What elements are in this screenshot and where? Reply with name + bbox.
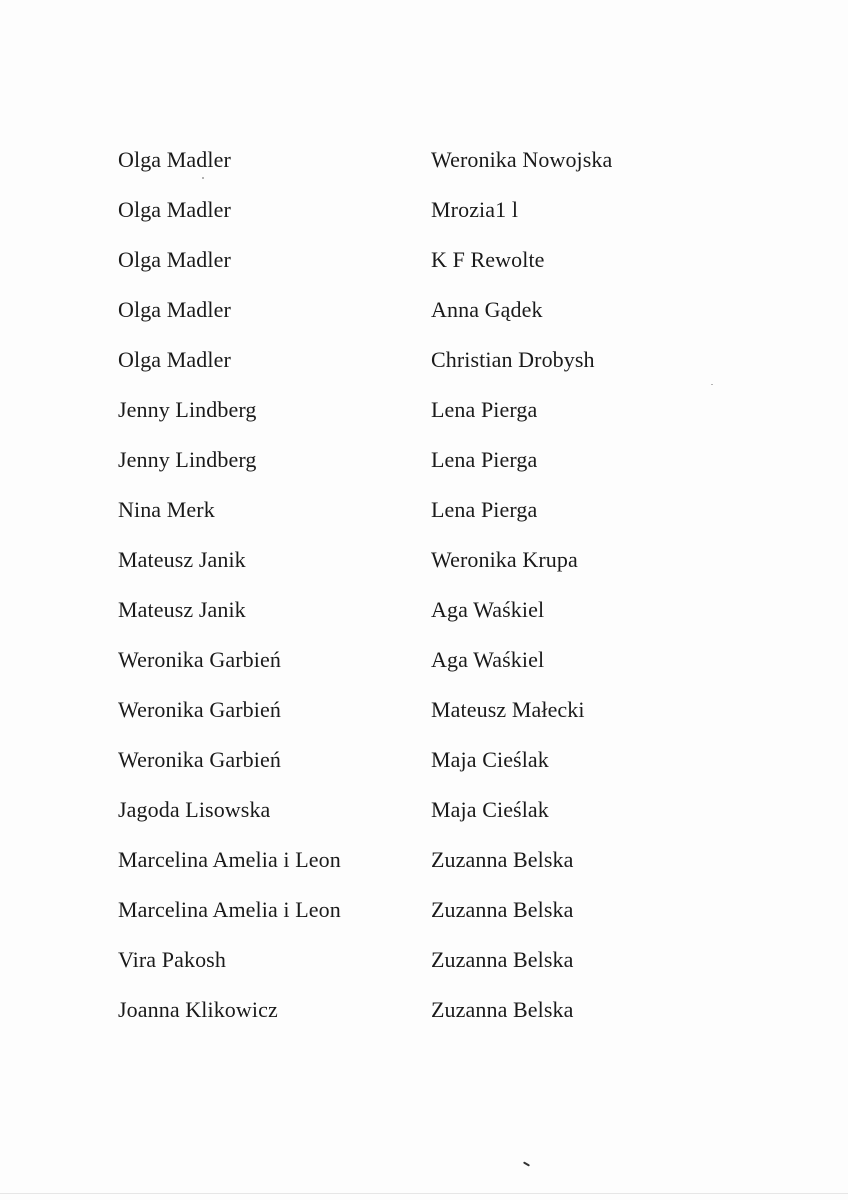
- list-item: Mateusz Janik: [118, 547, 246, 572]
- list-item: Aga Waśkiel: [431, 597, 545, 622]
- list-item: Weronika Nowojska: [431, 147, 613, 172]
- list-item: Nina Merk: [118, 497, 215, 522]
- list-item: Zuzanna Belska: [431, 997, 574, 1022]
- list-item: Olga Madler: [118, 247, 231, 272]
- list-item: Weronika Garbień: [118, 697, 281, 722]
- list-item: Aga Waśkiel: [431, 647, 545, 672]
- list-item: Marcelina Amelia i Leon: [118, 847, 341, 872]
- list-item: Zuzanna Belska: [431, 847, 574, 872]
- list-item: Mrozia1 l: [431, 197, 519, 222]
- list-item: Mateusz Janik: [118, 597, 246, 622]
- list-item: Maja Cieślak: [431, 797, 549, 822]
- list-item: Mateusz Małecki: [431, 697, 585, 722]
- scan-speck: [523, 1161, 530, 1166]
- list-item: Jenny Lindberg: [118, 397, 257, 422]
- list-item: Olga Madler: [118, 347, 231, 372]
- list-item: Zuzanna Belska: [431, 947, 574, 972]
- list-item: Vira Pakosh: [118, 947, 226, 972]
- list-item: Anna Gądek: [431, 297, 543, 322]
- list-item: Olga Madler: [118, 297, 231, 322]
- list-item: Christian Drobysh: [431, 347, 595, 372]
- names-list-left: [118, 141, 341, 1041]
- list-item: K F Rewolte: [431, 247, 545, 272]
- scan-speck: [202, 177, 204, 179]
- list-item: Marcelina Amelia i Leon: [118, 897, 341, 922]
- scan-edge-line: [0, 1193, 848, 1194]
- list-item: Olga Madler: [118, 147, 231, 172]
- list-item: Lena Pierga: [431, 447, 538, 472]
- list-item: Jenny Lindberg: [118, 447, 257, 472]
- list-item: Zuzanna Belska: [431, 897, 574, 922]
- list-item: Lena Pierga: [431, 497, 538, 522]
- list-item: Joanna Klikowicz: [118, 997, 278, 1022]
- list-item: Olga Madler: [118, 197, 231, 222]
- list-item: Weronika Garbień: [118, 647, 281, 672]
- list-item: Weronika Krupa: [431, 547, 578, 572]
- list-item: Jagoda Lisowska: [118, 797, 271, 822]
- list-item: Maja Cieślak: [431, 747, 549, 772]
- names-list-right: [431, 141, 612, 1041]
- scan-speck: [711, 384, 713, 385]
- list-item: Lena Pierga: [431, 397, 538, 422]
- list-item: Weronika Garbień: [118, 747, 281, 772]
